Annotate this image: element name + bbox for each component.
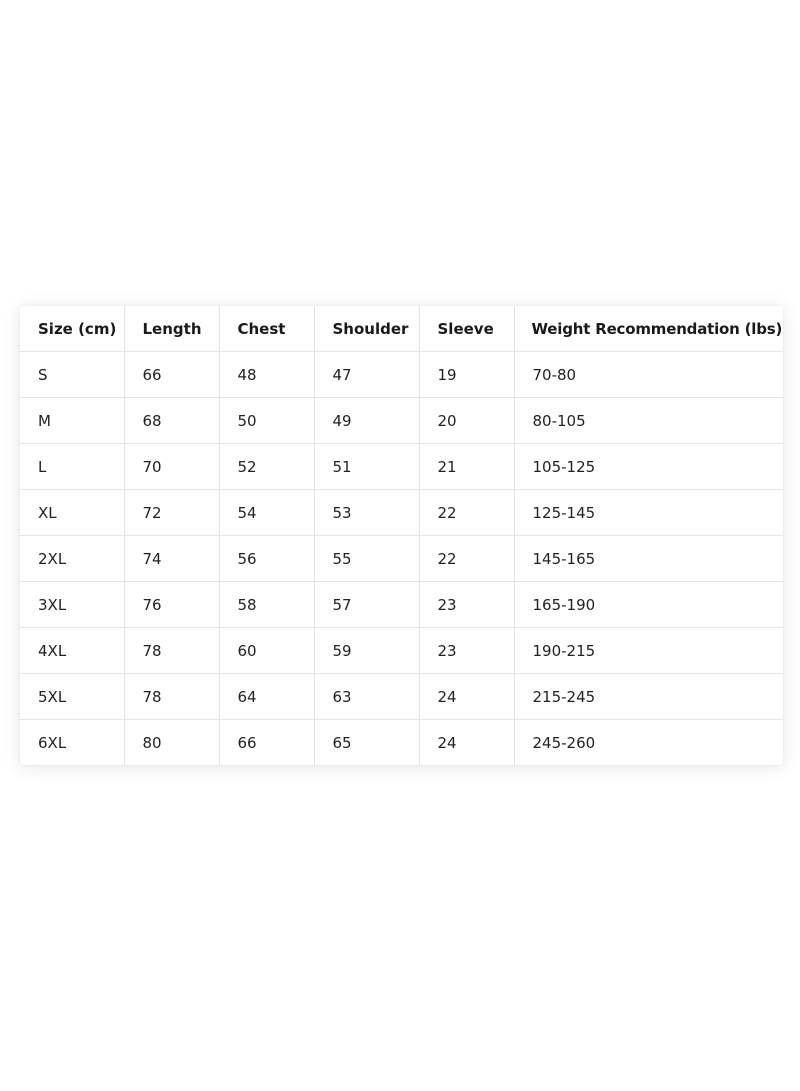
cell-shoulder: 49 — [314, 398, 419, 444]
table-row — [20, 352, 783, 398]
table-row — [20, 536, 783, 582]
cell-sleeve: 20 — [419, 398, 514, 444]
cell-chest: 50 — [219, 398, 314, 444]
header-size: Size (cm) — [20, 306, 124, 352]
cell-size: 2XL — [20, 536, 124, 582]
cell-chest: 54 — [219, 490, 314, 536]
cell-size: XL — [20, 490, 124, 536]
cell-size: 6XL — [20, 720, 124, 766]
cell-shoulder: 51 — [314, 444, 419, 490]
cell-chest: 48 — [219, 352, 314, 398]
cell-chest: 56 — [219, 536, 314, 582]
cell-size: 3XL — [20, 582, 124, 628]
cell-length: 66 — [124, 352, 219, 398]
cell-weight: 70-80 — [514, 352, 783, 398]
cell-weight: 190-215 — [514, 628, 783, 674]
cell-sleeve: 23 — [419, 628, 514, 674]
table-row — [20, 490, 783, 536]
cell-chest: 64 — [219, 674, 314, 720]
cell-length: 80 — [124, 720, 219, 766]
cell-sleeve: 21 — [419, 444, 514, 490]
cell-length: 72 — [124, 490, 219, 536]
table-row — [20, 398, 783, 444]
cell-weight: 105-125 — [514, 444, 783, 490]
cell-sleeve: 24 — [419, 720, 514, 766]
cell-size: 4XL — [20, 628, 124, 674]
cell-shoulder: 65 — [314, 720, 419, 766]
table-row — [20, 444, 783, 490]
cell-weight: 165-190 — [514, 582, 783, 628]
cell-weight: 80-105 — [514, 398, 783, 444]
header-length: Length — [124, 306, 219, 352]
cell-weight: 245-260 — [532, 733, 596, 752]
cell-length: 70 — [124, 444, 219, 490]
header-weight: Weight Recommendation (lbs) — [514, 306, 783, 352]
cell-length: 68 — [124, 398, 219, 444]
cell-shoulder: 59 — [314, 628, 419, 674]
cell-shoulder: 57 — [314, 582, 419, 628]
cell-length: 78 — [124, 628, 219, 674]
cell-weight: 145-165 — [514, 536, 783, 582]
cell-shoulder: 55 — [314, 536, 419, 582]
cell-size: M — [20, 398, 124, 444]
cell-sleeve: 22 — [419, 490, 514, 536]
cell-sleeve: 19 — [419, 352, 514, 398]
cell-chest: 60 — [219, 628, 314, 674]
cell-sleeve: 22 — [419, 536, 514, 582]
size-chart-card — [20, 306, 783, 765]
cell-weight: 125-145 — [514, 490, 783, 536]
table-row — [20, 582, 783, 628]
header-chest: Chest — [219, 306, 314, 352]
table-body — [20, 352, 783, 766]
header-sleeve: Sleeve — [419, 306, 514, 352]
cell-sleeve: 23 — [419, 582, 514, 628]
cell-chest: 66 — [219, 720, 314, 766]
cell-shoulder: 53 — [314, 490, 419, 536]
cell-sleeve: 24 — [419, 674, 514, 720]
cell-shoulder: 47 — [314, 352, 419, 398]
cell-length: 74 — [124, 536, 219, 582]
header-shoulder: Shoulder — [314, 306, 419, 352]
cell-length: 78 — [124, 674, 219, 720]
cell-length: 76 — [124, 582, 219, 628]
table-row — [20, 674, 783, 720]
cell-size: S — [20, 352, 124, 398]
table-row — [20, 720, 783, 766]
table-row — [20, 628, 783, 674]
cell-chest: 58 — [219, 582, 314, 628]
cell-weight: 215-245 — [514, 674, 783, 720]
cell-shoulder: 63 — [314, 674, 419, 720]
size-chart-table — [20, 306, 783, 765]
cell-chest: 52 — [219, 444, 314, 490]
cell-size: 5XL — [20, 674, 124, 720]
cell-size: L — [20, 444, 124, 490]
table-header-row — [20, 306, 783, 352]
